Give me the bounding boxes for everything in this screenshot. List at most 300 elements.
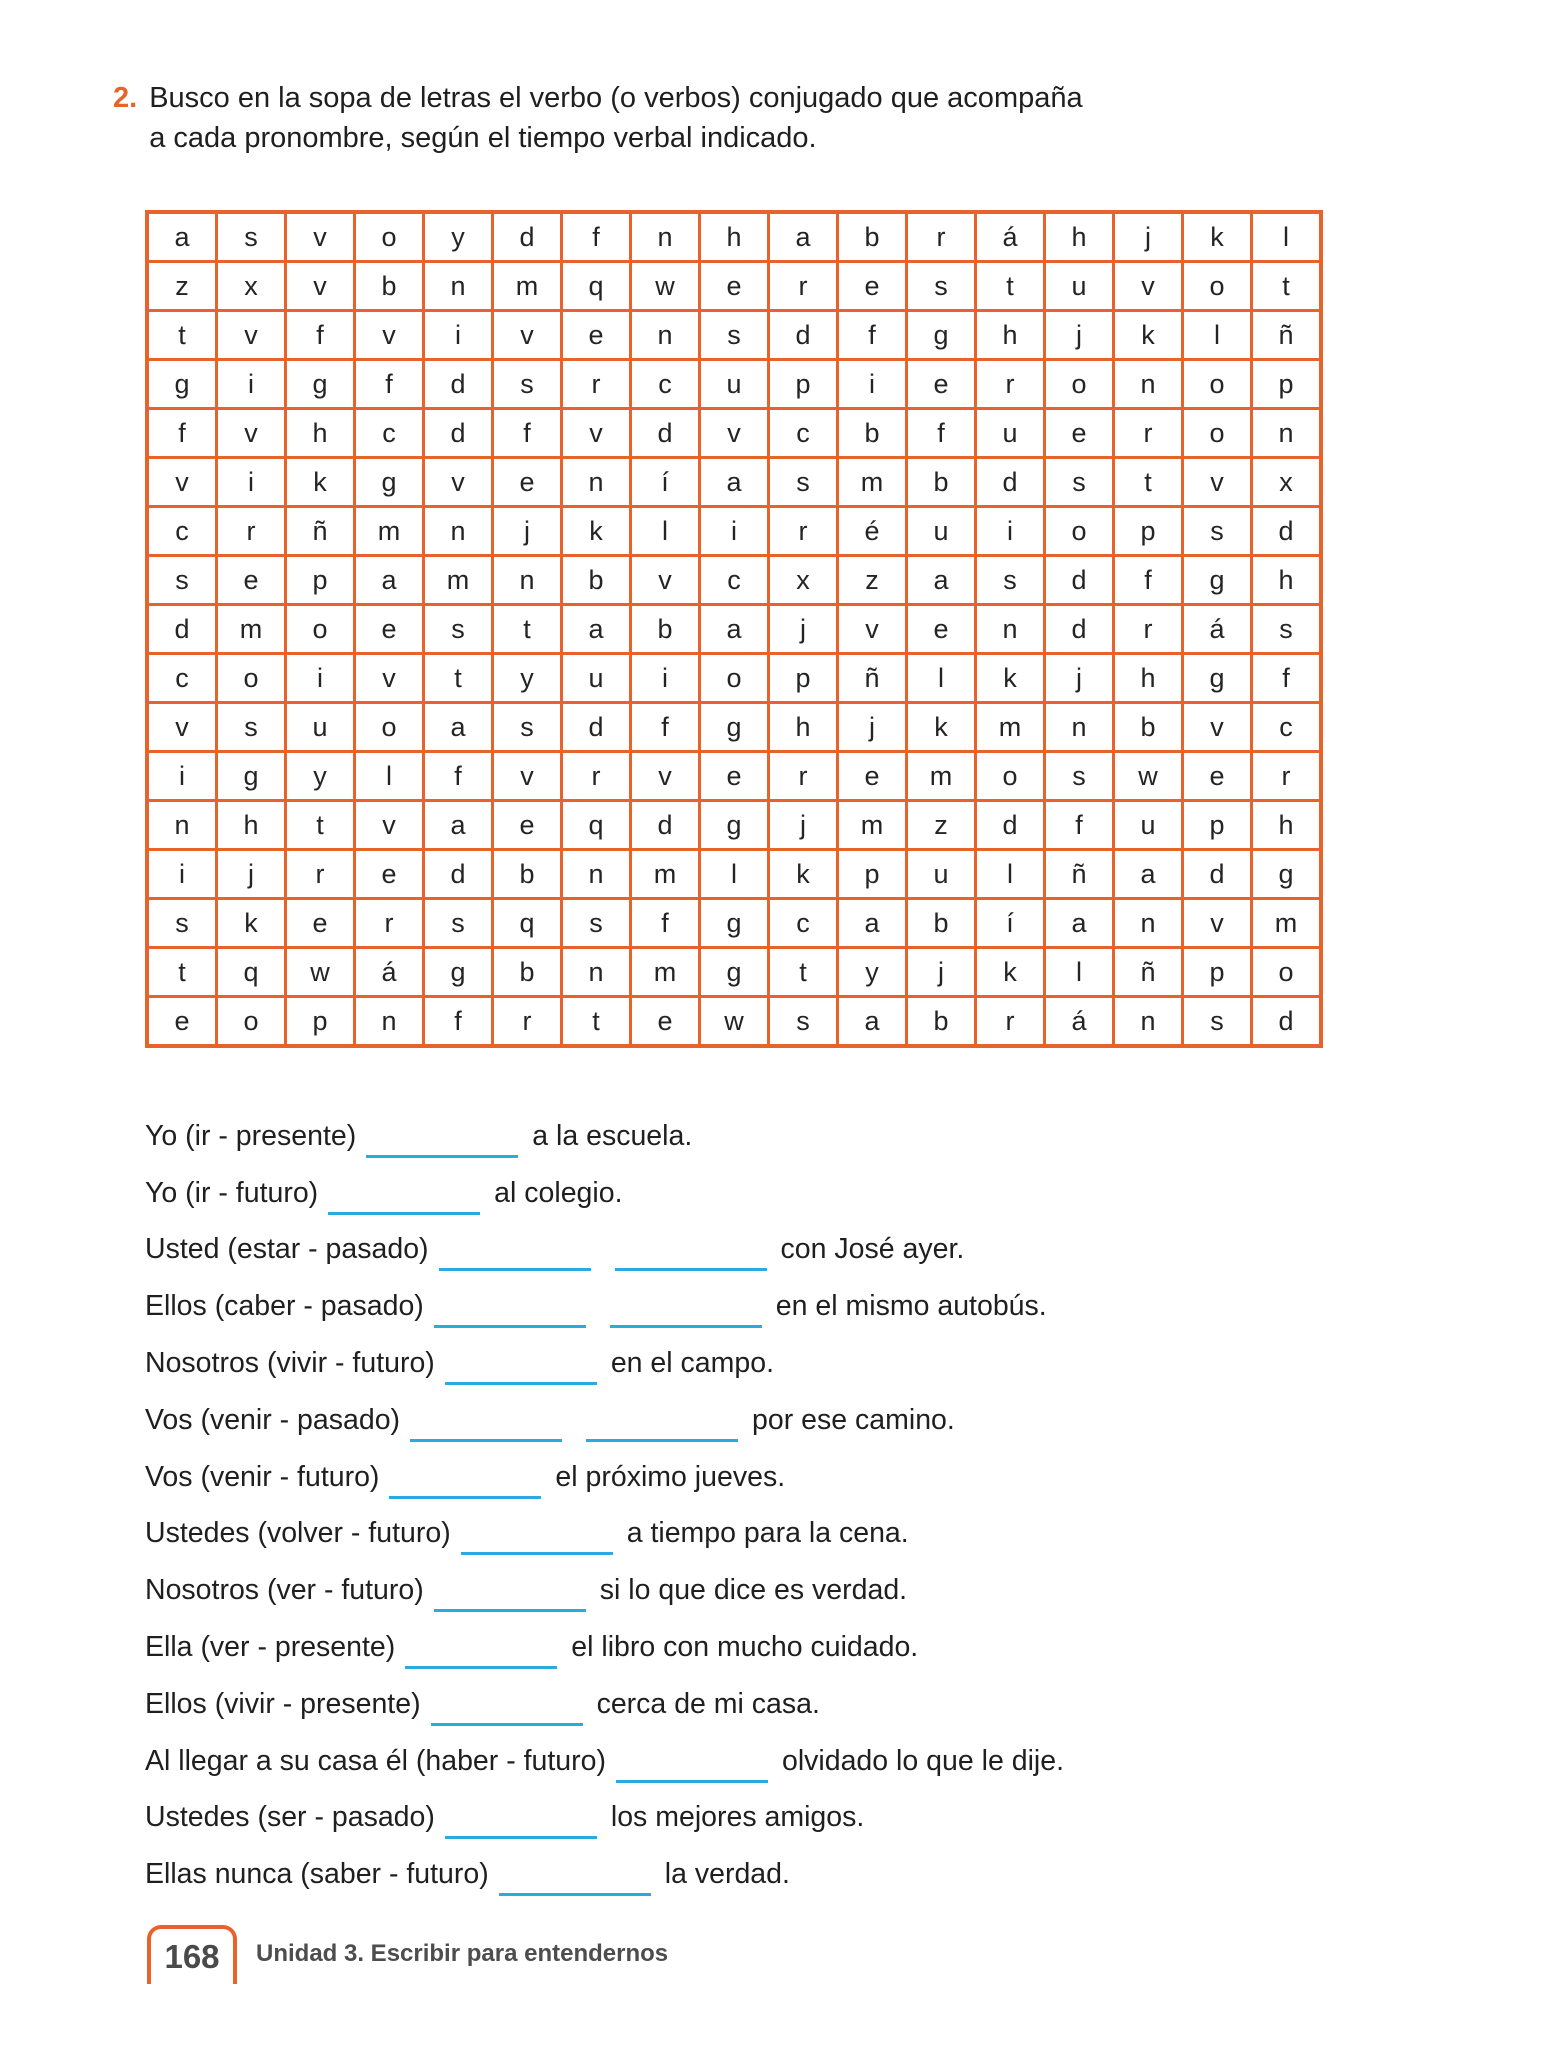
answer-blank [616,1754,768,1783]
grid-letter-cell: h [700,212,769,262]
grid-letter-cell: v [493,311,562,360]
sentence-prompt: Ustedes (volver - futuro) [145,1517,451,1550]
grid-letter-cell: j [217,850,286,899]
grid-letter-cell: s [1183,507,1252,556]
grid-letter-cell: j [493,507,562,556]
grid-row [147,850,1321,899]
grid-letter-cell: s [976,556,1045,605]
grid-letter-cell: e [493,458,562,507]
grid-letter-cell: z [838,556,907,605]
sentence-tail: con José ayer. [780,1233,965,1266]
grid-letter-cell: y [424,212,493,262]
grid-letter-cell: x [769,556,838,605]
grid-letter-cell: f [838,311,907,360]
grid-letter-cell: a [1045,899,1114,948]
grid-letter-cell: b [631,605,700,654]
grid-letter-cell: i [631,654,700,703]
grid-letter-cell: u [907,507,976,556]
grid-letter-cell: o [976,752,1045,801]
grid-row [147,212,1321,262]
grid-letter-cell: a [700,605,769,654]
grid-letter-cell: h [1252,801,1322,850]
grid-letter-cell: u [562,654,631,703]
grid-letter-cell: a [907,556,976,605]
grid-letter-cell: v [286,212,355,262]
grid-letter-cell: r [217,507,286,556]
grid-letter-cell: s [1045,752,1114,801]
grid-letter-cell: c [1252,703,1322,752]
grid-letter-cell: f [631,703,700,752]
grid-letter-cell: n [424,262,493,311]
grid-letter-cell: g [700,703,769,752]
grid-letter-cell: é [838,507,907,556]
grid-letter-cell: s [493,703,562,752]
grid-letter-cell: o [1183,409,1252,458]
grid-letter-cell: n [976,605,1045,654]
grid-letter-cell: h [976,311,1045,360]
grid-letter-cell: t [976,262,1045,311]
grid-letter-cell: l [976,850,1045,899]
grid-letter-cell: m [838,458,907,507]
grid-letter-cell: m [493,262,562,311]
exercise-number: 2. [113,82,138,114]
grid-letter-cell: i [217,458,286,507]
grid-letter-cell: d [1045,605,1114,654]
grid-letter-cell: e [217,556,286,605]
grid-letter-cell: r [907,212,976,262]
grid-letter-cell: s [1183,997,1252,1047]
grid-letter-cell: c [769,899,838,948]
grid-letter-cell: b [562,556,631,605]
sentence-line [145,1108,1485,1165]
grid-letter-cell: l [355,752,424,801]
grid-letter-cell: r [1114,409,1183,458]
grid-letter-cell: g [907,311,976,360]
grid-letter-cell: g [1183,556,1252,605]
grid-letter-cell: o [355,212,424,262]
sentence-tail: olvidado lo que le dije. [781,1744,1065,1777]
grid-letter-cell: g [286,360,355,409]
sentence-line [145,1165,1485,1222]
grid-letter-cell: k [286,458,355,507]
sentence-prompt: Al llegar a su casa él (haber - futuro) [145,1744,606,1777]
grid-letter-cell: j [769,801,838,850]
grid-letter-cell: b [907,997,976,1047]
grid-letter-cell: p [1252,360,1322,409]
grid-letter-cell: e [907,605,976,654]
answer-blank [366,1129,518,1158]
grid-letter-cell: t [424,654,493,703]
grid-letter-cell: v [838,605,907,654]
grid-letter-cell: v [286,262,355,311]
grid-letter-cell: h [1252,556,1322,605]
grid-letter-cell: f [286,311,355,360]
grid-letter-cell: x [217,262,286,311]
grid-letter-cell: d [1045,556,1114,605]
grid-letter-cell: z [907,801,976,850]
grid-letter-cell: b [907,458,976,507]
sentence-line [145,1278,1485,1335]
grid-letter-cell: d [493,212,562,262]
grid-letter-cell: o [1045,507,1114,556]
grid-letter-cell: v [355,311,424,360]
grid-letter-cell: i [700,507,769,556]
grid-letter-cell: s [1045,458,1114,507]
grid-letter-cell: s [217,212,286,262]
grid-letter-cell: r [1114,605,1183,654]
sentence-prompt: Vos (venir - pasado) [145,1403,401,1436]
grid-letter-cell: g [700,948,769,997]
exercise-heading [113,78,1089,158]
grid-letter-cell: t [562,997,631,1047]
grid-letter-cell: d [562,703,631,752]
grid-row [147,654,1321,703]
grid-letter-cell: s [907,262,976,311]
grid-letter-cell: e [147,997,217,1047]
grid-letter-cell: s [769,458,838,507]
grid-letter-cell: d [1183,850,1252,899]
grid-letter-cell: r [976,997,1045,1047]
grid-letter-cell: g [147,360,217,409]
grid-letter-cell: f [493,409,562,458]
grid-letter-cell: l [907,654,976,703]
grid-letter-cell: n [1045,703,1114,752]
grid-letter-cell: g [1252,850,1322,899]
grid-letter-cell: m [838,801,907,850]
grid-letter-cell: k [1114,311,1183,360]
grid-letter-cell: n [493,556,562,605]
exercise-instruction: Busco en la sopa de letras el verbo (o verbos) conjugado que acompaña a cada pronombre, según el tiempo verbal indicado. [149,82,1083,154]
grid-letter-cell: t [1114,458,1183,507]
grid-letter-cell: e [1183,752,1252,801]
grid-letter-cell: e [838,752,907,801]
grid-letter-cell: s [424,899,493,948]
grid-letter-cell: b [907,899,976,948]
grid-letter-cell: e [907,360,976,409]
page-number: 168 [164,1937,220,1975]
sentence-tail: los mejores amigos. [610,1801,865,1834]
grid-letter-cell: a [700,458,769,507]
grid-letter-cell: u [1114,801,1183,850]
grid-letter-cell: g [700,801,769,850]
grid-letter-cell: d [147,605,217,654]
grid-letter-cell: v [217,409,286,458]
answer-blank [586,1413,738,1442]
grid-letter-cell: p [838,850,907,899]
grid-letter-cell: g [355,458,424,507]
grid-letter-cell: a [424,703,493,752]
grid-letter-cell: d [424,360,493,409]
sentence-line [145,1222,1485,1279]
grid-letter-cell: p [1183,948,1252,997]
grid-letter-cell: q [562,801,631,850]
grid-letter-cell: k [976,654,1045,703]
grid-letter-cell: q [493,899,562,948]
grid-letter-cell: n [1114,360,1183,409]
grid-letter-cell: m [631,850,700,899]
answer-blank [405,1640,557,1669]
word-search-grid-body [147,212,1321,1046]
grid-letter-cell: b [493,948,562,997]
grid-letter-cell: s [769,997,838,1047]
grid-letter-cell: t [147,948,217,997]
sentence-prompt: Ellos (caber - pasado) [145,1290,424,1323]
grid-letter-cell: u [907,850,976,899]
grid-letter-cell: k [562,507,631,556]
grid-row [147,605,1321,654]
grid-row [147,899,1321,948]
grid-letter-cell: r [286,850,355,899]
answer-blank [615,1242,767,1271]
grid-letter-cell: s [147,899,217,948]
answer-blank [410,1413,562,1442]
sentence-tail: el libro con mucho cuidado. [571,1631,919,1664]
grid-letter-cell: e [562,311,631,360]
grid-letter-cell: o [1252,948,1322,997]
grid-letter-cell: o [286,605,355,654]
grid-letter-cell: f [424,997,493,1047]
sentence-tail: a la escuela. [532,1119,693,1152]
grid-letter-cell: ñ [1252,311,1322,360]
grid-letter-cell: o [700,654,769,703]
grid-letter-cell: r [562,360,631,409]
grid-letter-cell: r [1252,752,1322,801]
sentence-line [145,1449,1485,1506]
grid-letter-cell: h [286,409,355,458]
grid-letter-cell: í [976,899,1045,948]
grid-letter-cell: d [1252,507,1322,556]
sentence-prompt: Yo (ir - futuro) [145,1176,319,1209]
grid-letter-cell: i [286,654,355,703]
sentence-tail: en el campo. [610,1347,774,1380]
grid-letter-cell: v [631,752,700,801]
grid-letter-cell: s [1252,605,1322,654]
grid-letter-cell: s [217,703,286,752]
grid-letter-cell: r [769,262,838,311]
grid-letter-cell: b [493,850,562,899]
grid-letter-cell: j [1045,654,1114,703]
grid-letter-cell: j [1114,212,1183,262]
grid-letter-cell: v [147,703,217,752]
grid-letter-cell: e [700,752,769,801]
grid-letter-cell: s [493,360,562,409]
grid-row [147,262,1321,311]
grid-letter-cell: o [355,703,424,752]
grid-letter-cell: v [424,458,493,507]
grid-letter-cell: á [355,948,424,997]
grid-row [147,458,1321,507]
grid-letter-cell: n [147,801,217,850]
grid-letter-cell: y [838,948,907,997]
grid-letter-cell: v [700,409,769,458]
grid-letter-cell: k [976,948,1045,997]
grid-letter-cell: f [1252,654,1322,703]
grid-letter-cell: i [976,507,1045,556]
grid-letter-cell: w [1114,752,1183,801]
grid-letter-cell: a [355,556,424,605]
grid-row [147,703,1321,752]
grid-letter-cell: á [1183,605,1252,654]
sentence-tail: a tiempo para la cena. [626,1517,909,1550]
grid-letter-cell: a [562,605,631,654]
grid-letter-cell: r [976,360,1045,409]
grid-letter-cell: g [217,752,286,801]
grid-letter-cell: b [1114,703,1183,752]
sentence-tail: cerca de mi casa. [596,1687,820,1720]
grid-letter-cell: o [1045,360,1114,409]
grid-letter-cell: c [631,360,700,409]
grid-letter-cell: j [1045,311,1114,360]
sentence-prompt: Nosotros (vivir - futuro) [145,1347,435,1380]
grid-letter-cell: v [631,556,700,605]
sentence-prompt: Ellas nunca (saber - futuro) [145,1858,489,1891]
grid-letter-cell: r [562,752,631,801]
grid-letter-cell: a [1114,850,1183,899]
grid-letter-cell: r [769,752,838,801]
grid-letter-cell: ñ [286,507,355,556]
grid-letter-cell: v [1183,458,1252,507]
grid-letter-cell: p [286,997,355,1047]
grid-letter-cell: v [217,311,286,360]
grid-letter-cell: ñ [1045,850,1114,899]
sentence-prompt: Vos (venir - futuro) [145,1460,380,1493]
word-search-grid [145,210,1323,1048]
answer-blank [445,1356,597,1385]
answer-blank [328,1186,480,1215]
grid-letter-cell: p [286,556,355,605]
grid-letter-cell: d [424,409,493,458]
sentence-prompt: Usted (estar - pasado) [145,1233,429,1266]
grid-letter-cell: b [838,212,907,262]
grid-letter-cell: p [1114,507,1183,556]
grid-letter-cell: w [700,997,769,1047]
footer-section-title: Unidad 3. Escribir para entendernos [256,1940,669,1967]
grid-letter-cell: f [1045,801,1114,850]
grid-letter-cell: a [147,212,217,262]
grid-letter-cell: w [631,262,700,311]
grid-letter-cell: m [631,948,700,997]
grid-letter-cell: c [700,556,769,605]
grid-letter-cell: m [976,703,1045,752]
grid-letter-cell: v [1183,899,1252,948]
answer-blank [461,1526,613,1555]
grid-letter-cell: h [769,703,838,752]
grid-letter-cell: t [286,801,355,850]
grid-letter-cell: j [769,605,838,654]
grid-row [147,507,1321,556]
grid-letter-cell: á [1045,997,1114,1047]
grid-letter-cell: k [907,703,976,752]
grid-letter-cell: j [907,948,976,997]
grid-letter-cell: y [493,654,562,703]
grid-letter-cell: e [493,801,562,850]
sentence-prompt: Ella (ver - presente) [145,1631,396,1664]
sentence-prompt: Ustedes (ser - pasado) [145,1801,435,1834]
sentence-prompt: Nosotros (ver - futuro) [145,1574,424,1607]
grid-letter-cell: d [1252,997,1322,1047]
grid-letter-cell: s [147,556,217,605]
sentence-tail: si lo que dice es verdad. [599,1574,908,1607]
grid-letter-cell: t [1252,262,1322,311]
grid-letter-cell: m [424,556,493,605]
grid-row [147,752,1321,801]
grid-letter-cell: c [147,654,217,703]
grid-letter-cell: a [838,899,907,948]
grid-letter-cell: u [700,360,769,409]
grid-letter-cell: í [631,458,700,507]
grid-letter-cell: v [1183,703,1252,752]
grid-letter-cell: n [562,850,631,899]
grid-letter-cell: n [1114,899,1183,948]
grid-letter-cell: n [355,997,424,1047]
grid-row [147,997,1321,1047]
grid-row [147,801,1321,850]
grid-letter-cell: v [493,752,562,801]
grid-letter-cell: e [355,605,424,654]
grid-letter-cell: e [838,262,907,311]
sentence-line [145,1392,1485,1449]
sentence-line [145,1733,1485,1790]
grid-letter-cell: f [424,752,493,801]
grid-letter-cell: f [562,212,631,262]
grid-letter-cell: d [631,409,700,458]
grid-letter-cell: i [147,752,217,801]
sentence-line [145,1506,1485,1563]
grid-letter-cell: f [1114,556,1183,605]
grid-letter-cell: h [1045,212,1114,262]
sentence-prompt: Yo (ir - presente) [145,1119,357,1152]
grid-letter-cell: s [562,899,631,948]
grid-letter-cell: t [493,605,562,654]
grid-letter-cell: f [631,899,700,948]
grid-letter-cell: x [1252,458,1322,507]
answer-blank [389,1470,541,1499]
answer-blank [610,1299,762,1328]
answer-blank [431,1697,583,1726]
grid-letter-cell: i [217,360,286,409]
grid-letter-cell: p [769,360,838,409]
grid-letter-cell: e [700,262,769,311]
grid-letter-cell: i [838,360,907,409]
grid-letter-cell: i [147,850,217,899]
grid-letter-cell: o [217,654,286,703]
grid-letter-cell: q [562,262,631,311]
sentence-list [145,1108,1485,1903]
grid-letter-cell: a [838,997,907,1047]
grid-letter-cell: d [976,458,1045,507]
grid-letter-cell: v [1114,262,1183,311]
answer-blank [439,1242,591,1271]
grid-letter-cell: d [631,801,700,850]
grid-letter-cell: n [1252,409,1322,458]
grid-letter-cell: t [147,311,217,360]
grid-letter-cell: e [286,899,355,948]
grid-letter-cell: v [355,801,424,850]
sentence-tail: al colegio. [494,1176,623,1209]
grid-letter-cell: k [769,850,838,899]
sentence-tail: por ese camino. [752,1403,955,1436]
grid-letter-cell: i [424,311,493,360]
grid-row [147,311,1321,360]
grid-row [147,556,1321,605]
grid-letter-cell: l [631,507,700,556]
grid-letter-cell: n [562,948,631,997]
sentence-line [145,1846,1485,1903]
sentence-prompt: Ellos (vivir - presente) [145,1687,421,1720]
grid-letter-cell: v [562,409,631,458]
grid-letter-cell: h [1114,654,1183,703]
grid-letter-cell: r [769,507,838,556]
